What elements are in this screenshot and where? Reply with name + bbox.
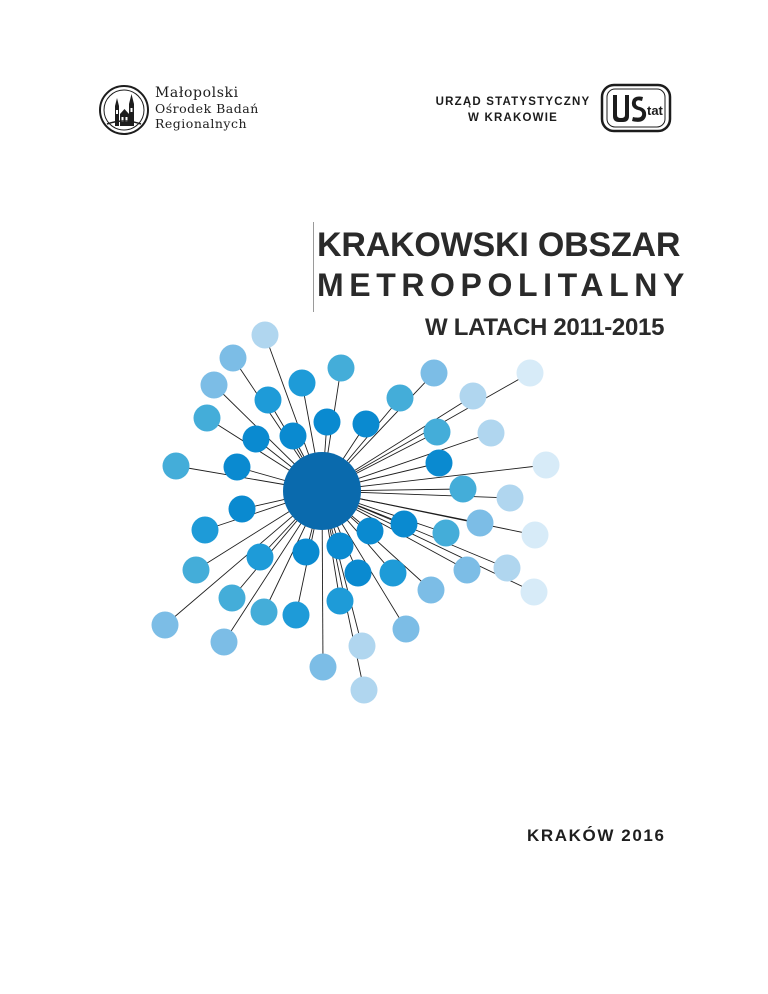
network-hub: [283, 452, 361, 530]
office-name-line2: W KRAKOWIE: [468, 112, 558, 124]
place-and-year: KRAKÓW 2016: [527, 826, 666, 845]
network-node: [183, 557, 210, 584]
network-node: [478, 420, 505, 447]
network-node: [460, 383, 487, 410]
network-node: [424, 419, 451, 446]
network-node: [418, 577, 445, 604]
network-node: [328, 355, 355, 382]
title-line3: W LATACH 2011-2015: [425, 314, 665, 341]
network-node: [283, 602, 310, 629]
title-line2: METROPOLITALNY: [317, 267, 690, 303]
network-nodes: [152, 322, 560, 704]
network-node: [349, 633, 376, 660]
network-node: [494, 555, 521, 582]
network-node: [357, 518, 384, 545]
network-node: [327, 588, 354, 615]
network-node: [251, 599, 278, 626]
network-node: [426, 450, 453, 477]
network-node: [201, 372, 228, 399]
network-node: [243, 426, 270, 453]
network-node: [192, 517, 219, 544]
network-node: [393, 616, 420, 643]
network-node: [433, 520, 460, 547]
network-node: [293, 539, 320, 566]
network-node: [345, 560, 372, 587]
network-node: [220, 345, 247, 372]
network-node: [314, 409, 341, 436]
network-node: [522, 522, 549, 549]
network-node: [289, 370, 316, 397]
network-node: [163, 453, 190, 480]
network-node: [247, 544, 274, 571]
network-node: [454, 557, 481, 584]
network-node: [194, 405, 221, 432]
network-node: [351, 677, 378, 704]
network-node: [517, 360, 544, 387]
network-node: [467, 510, 494, 537]
network-node: [421, 360, 448, 387]
mor-name-line1: Małopolski: [155, 85, 239, 101]
network-node: [533, 452, 560, 479]
office-name-line1: URZĄD STATYSTYCZNY: [435, 96, 591, 108]
network-node: [224, 454, 251, 481]
network-node: [152, 612, 179, 639]
network-node: [387, 385, 414, 412]
network-node: [327, 533, 354, 560]
network-node: [252, 322, 279, 349]
network-node: [219, 585, 246, 612]
network-node: [521, 579, 548, 606]
network-node: [450, 476, 477, 503]
network-node: [497, 485, 524, 512]
network-node: [353, 411, 380, 438]
network-node: [280, 423, 307, 450]
svg-text:tat: tat: [647, 103, 663, 118]
network-node: [391, 511, 418, 538]
network-node: [211, 629, 238, 656]
network-node: [380, 560, 407, 587]
title-line1: KRAKOWSKI OBSZAR: [317, 226, 681, 264]
mor-name-line3: Regionalnych: [155, 116, 247, 131]
mor-name-line2: Ośrodek Badań: [155, 101, 259, 116]
network-node: [255, 387, 282, 414]
network-node: [229, 496, 256, 523]
network-node: [310, 654, 337, 681]
